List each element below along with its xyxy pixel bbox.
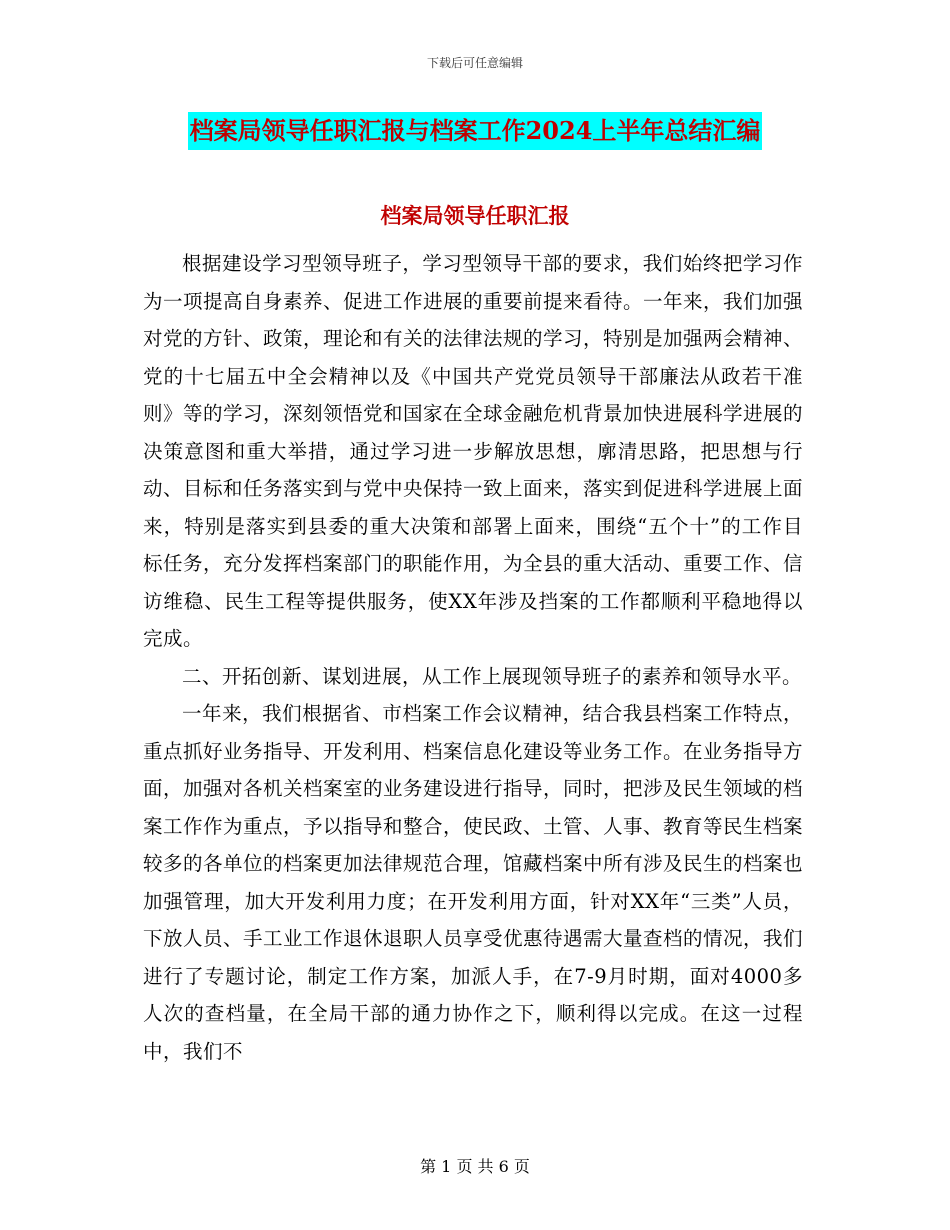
document-title-wrapper [0, 112, 950, 150]
section-title: 档案局领导任职汇报 [380, 203, 570, 228]
paragraph: 根据建设学习型领导班子，学习型领导干部的要求，我们始终把学习作为一项提高自身素养、促进工作进展的重要前提来看待。一年来，我们加强对党的方针、政策，理论和有关的法律法规的学习，特别是加强两会精神、党的十七届五中全会精神以及《中国共产党党员领导干部廉法从政若干准则》等的学习，深刻领悟党和国家在全球金融危机背景加快进展科学进展的决策意图和重大举措，通过学习进一步解放思想，廓清思路，把思想与行动、目标和任务落实到与党中央保持一致上面来，落实到促进科学进展上面来，特别是落实到县委的重大决策和部署上面来，围绕“五个十”的工作目标任务，充分发挥档案部门的职能作用，为全县的重大活动、重要工作、信访维稳、民生工程等提供服务，使XX年涉及挡案的工作都顺利平稳地得以完成。 [143, 252, 804, 650]
page-header: 下载后可任意编辑 [426, 56, 523, 70]
paragraph: 一年来，我们根据省、市档案工作会议精神，结合我县档案工作特点，重点抓好业务指导、开发利用、档案信息化建设等业务工作。在业务指导方面，加强对各机关档案室的业务建设进行指导，同时，把涉及民生领域的档案工作作为重点，予以指导和整合，使民政、土管、人事、教育等民生档案较多的各单位的档案更加法律规范合理，馆藏档案中所有涉及民生的档案也加强管理，加大开发利用力度；在开发利用方面，针对XX年“三类”人员，下放人员、手工业工作退休退职人员享受优惠待遇需大量查档的情况，我们进行了专题讨论，制定工作方案，加派人手，在7-9月时期，面对4000多人次的查档量，在全局干部的通力协作之下，顺利得以完成。在这一过程中，我们不 [143, 702, 804, 1063]
document-body [143, 245, 803, 1070]
page-footer: 第 1 页 共 6 页 [420, 1157, 530, 1176]
document-title: 档案局领导任职汇报与档案工作2024上半年总结汇编 [188, 112, 763, 150]
paragraph: 二、开拓创新、谋划进展，从工作上展现领导班子的素养和领导水平。 [182, 664, 803, 688]
